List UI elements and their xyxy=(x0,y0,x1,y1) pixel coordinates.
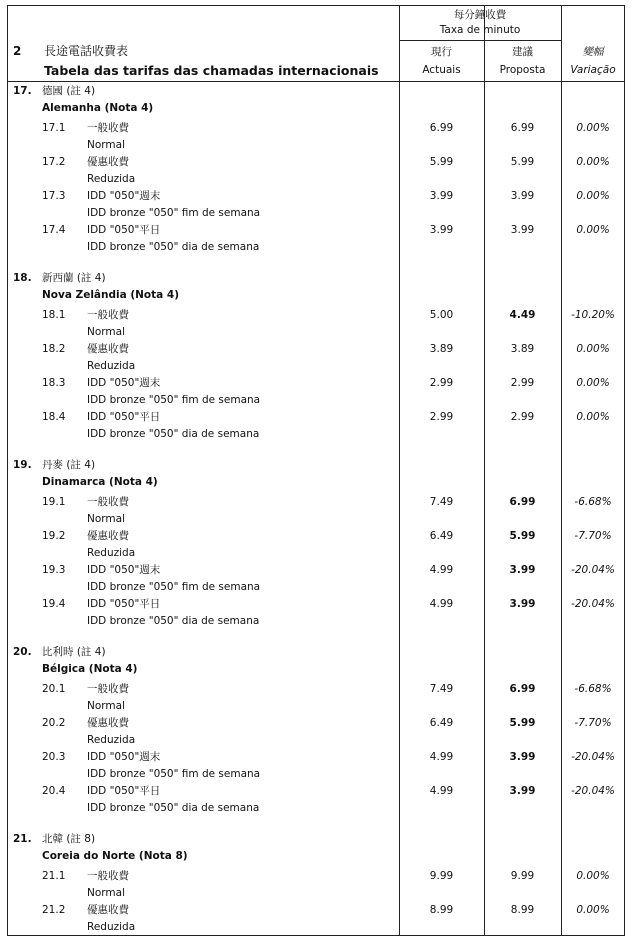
proposed-rate: 3.99 xyxy=(509,785,536,797)
item-label-pt: Normal xyxy=(87,326,125,338)
current-rate: 7.49 xyxy=(429,683,454,695)
col-current-pt: Actuais xyxy=(422,64,461,76)
item-code: 21.1 xyxy=(42,870,66,882)
proposed-rate: 9.99 xyxy=(510,870,535,882)
section-name-zh: 德國 (註 4) xyxy=(42,85,96,97)
item-label-zh: 優惠收費 xyxy=(87,343,129,355)
col-current-zh: 現行 xyxy=(431,46,452,58)
current-rate: 2.99 xyxy=(429,411,454,423)
section-name-zh: 新西蘭 (註 4) xyxy=(42,272,106,284)
item-code: 18.4 xyxy=(42,411,66,423)
change-percent: 0.00% xyxy=(576,224,610,236)
item-label-pt: IDD bronze "050" dia de semana xyxy=(87,802,260,814)
rate-group-underline xyxy=(399,40,561,41)
section-number: 21. xyxy=(13,833,32,845)
change-percent: 0.00% xyxy=(576,870,610,882)
current-rate: 3.99 xyxy=(429,224,454,236)
item-code: 18.3 xyxy=(42,377,66,389)
proposed-rate: 3.99 xyxy=(509,598,536,610)
current-rate: 4.99 xyxy=(429,564,454,576)
change-percent: 0.00% xyxy=(576,190,610,202)
item-label-pt: IDD bronze "050" dia de semana xyxy=(87,615,260,627)
item-code: 19.4 xyxy=(42,598,66,610)
current-rate: 4.99 xyxy=(429,751,454,763)
change-percent: -10.20% xyxy=(571,309,615,321)
current-rate: 4.99 xyxy=(429,598,454,610)
item-label-pt: IDD bronze "050" dia de semana xyxy=(87,428,260,440)
change-percent: -20.04% xyxy=(571,564,615,576)
proposed-rate: 3.99 xyxy=(509,564,536,576)
item-label-pt: Normal xyxy=(87,513,125,525)
item-label-pt: Normal xyxy=(87,887,125,899)
proposed-rate: 6.99 xyxy=(509,496,536,508)
current-rate: 9.99 xyxy=(429,870,454,882)
current-rate: 6.49 xyxy=(429,530,454,542)
proposed-rate: 5.99 xyxy=(509,717,536,729)
table-title-pt: Tabela das tarifas das chamadas internacionais xyxy=(44,63,379,78)
item-label-zh: 一般收費 xyxy=(87,122,129,134)
current-rate: 4.99 xyxy=(429,785,454,797)
rate-group-title-pt: Taxa de minuto xyxy=(439,24,521,36)
item-label-zh: 優惠收費 xyxy=(87,530,129,542)
proposed-rate: 8.99 xyxy=(510,904,535,916)
item-code: 17.3 xyxy=(42,190,66,202)
item-label-zh: IDD "050"平日 xyxy=(87,598,161,610)
item-label-pt: IDD bronze "050" dia de semana xyxy=(87,241,260,253)
item-code: 19.3 xyxy=(42,564,66,576)
table-title-zh: 長途電話收費表 xyxy=(44,44,129,58)
section-number: 18. xyxy=(13,272,32,284)
proposed-rate: 6.99 xyxy=(509,683,536,695)
col-change-zh: 變幅 xyxy=(582,46,604,58)
item-label-pt: IDD bronze "050" fim de semana xyxy=(87,207,261,219)
proposed-rate: 6.99 xyxy=(510,122,535,134)
item-code: 20.1 xyxy=(42,683,66,695)
item-label-zh: 一般收費 xyxy=(87,496,129,508)
item-label-zh: 優惠收費 xyxy=(87,904,129,916)
proposed-rate: 3.99 xyxy=(509,751,536,763)
item-label-pt: Normal xyxy=(87,700,125,712)
current-rate: 5.00 xyxy=(429,309,454,321)
change-percent: 0.00% xyxy=(576,904,610,916)
item-code: 20.2 xyxy=(42,717,66,729)
section-name-zh: 丹麥 (註 4) xyxy=(42,459,96,471)
section-name-zh: 北韓 (註 8) xyxy=(42,833,96,845)
change-percent: 0.00% xyxy=(576,122,610,134)
change-percent: -20.04% xyxy=(571,785,615,797)
current-rate: 2.99 xyxy=(429,377,454,389)
item-label-pt: Reduzida xyxy=(87,360,136,372)
item-label-pt: Reduzida xyxy=(87,173,136,185)
proposed-rate: 5.99 xyxy=(509,530,536,542)
change-percent: 0.00% xyxy=(576,156,610,168)
item-label-zh: IDD "050"週末 xyxy=(87,190,161,202)
current-rate: 6.99 xyxy=(429,122,454,134)
current-rate: 5.99 xyxy=(429,156,454,168)
proposed-rate: 3.99 xyxy=(510,190,535,202)
change-percent: -20.04% xyxy=(571,598,615,610)
section-name-zh: 比利時 (註 4) xyxy=(42,646,106,658)
table-number: 2 xyxy=(13,44,22,58)
item-code: 20.4 xyxy=(42,785,66,797)
item-code: 19.2 xyxy=(42,530,66,542)
proposed-rate: 4.49 xyxy=(509,309,536,321)
item-label-zh: 優惠收費 xyxy=(87,156,129,168)
section-name-pt: Bélgica (Nota 4) xyxy=(42,663,138,675)
section-name-pt: Nova Zelândia (Nota 4) xyxy=(42,289,180,301)
change-percent: 0.00% xyxy=(576,377,610,389)
proposed-rate: 2.99 xyxy=(510,411,535,423)
item-label-pt: Reduzida xyxy=(87,734,136,746)
change-percent: 0.00% xyxy=(576,411,610,423)
item-code: 20.3 xyxy=(42,751,66,763)
item-code: 21.2 xyxy=(42,904,66,916)
current-rate: 7.49 xyxy=(429,496,454,508)
item-code: 17.4 xyxy=(42,224,66,236)
header-bottom-rule xyxy=(8,81,624,82)
section-name-pt: Dinamarca (Nota 4) xyxy=(42,476,158,488)
item-label-pt: IDD bronze "050" fim de semana xyxy=(87,768,261,780)
section-name-pt: Coreia do Norte (Nota 8) xyxy=(42,850,188,862)
item-code: 19.1 xyxy=(42,496,66,508)
rate-group-title-zh: 每分鐘收費 xyxy=(453,9,507,21)
item-code: 18.1 xyxy=(42,309,66,321)
item-code: 17.2 xyxy=(42,156,66,168)
current-rate: 6.49 xyxy=(429,717,454,729)
item-label-zh: IDD "050"週末 xyxy=(87,751,161,763)
proposed-rate: 5.99 xyxy=(510,156,535,168)
item-label-zh: IDD "050"週末 xyxy=(87,377,161,389)
item-label-zh: IDD "050"平日 xyxy=(87,224,161,236)
change-percent: -20.04% xyxy=(571,751,615,763)
change-percent: -7.70% xyxy=(574,530,612,542)
item-label-pt: Normal xyxy=(87,139,125,151)
item-label-zh: 一般收費 xyxy=(87,683,129,695)
change-percent: 0.00% xyxy=(576,343,610,355)
current-rate: 3.99 xyxy=(429,190,454,202)
tariff-table xyxy=(7,5,625,936)
section-name-pt: Alemanha (Nota 4) xyxy=(42,102,154,114)
change-percent: -7.70% xyxy=(574,717,612,729)
col-change-pt: Variação xyxy=(570,64,616,76)
item-label-pt: IDD bronze "050" fim de semana xyxy=(87,581,261,593)
item-label-zh: IDD "050"平日 xyxy=(87,411,161,423)
item-code: 18.2 xyxy=(42,343,66,355)
item-label-pt: Reduzida xyxy=(87,547,136,559)
col-proposed-zh: 建議 xyxy=(512,46,533,58)
proposed-rate: 2.99 xyxy=(510,377,535,389)
section-number: 20. xyxy=(13,646,32,658)
item-label-zh: IDD "050"平日 xyxy=(87,785,161,797)
item-label-zh: IDD "050"週末 xyxy=(87,564,161,576)
item-label-zh: 一般收費 xyxy=(87,870,129,882)
item-label-zh: 一般收費 xyxy=(87,309,129,321)
section-number: 17. xyxy=(13,85,32,97)
current-rate: 3.89 xyxy=(429,343,454,355)
item-code: 17.1 xyxy=(42,122,66,134)
item-label-pt: IDD bronze "050" fim de semana xyxy=(87,394,261,406)
col-proposed-pt: Proposta xyxy=(499,64,546,76)
proposed-rate: 3.99 xyxy=(510,224,535,236)
change-percent: -6.68% xyxy=(574,496,612,508)
section-number: 19. xyxy=(13,459,32,471)
item-label-zh: 優惠收費 xyxy=(87,717,129,729)
change-percent: -6.68% xyxy=(574,683,612,695)
item-label-pt: Reduzida xyxy=(87,921,136,933)
proposed-rate: 3.89 xyxy=(510,343,535,355)
current-rate: 8.99 xyxy=(429,904,454,916)
